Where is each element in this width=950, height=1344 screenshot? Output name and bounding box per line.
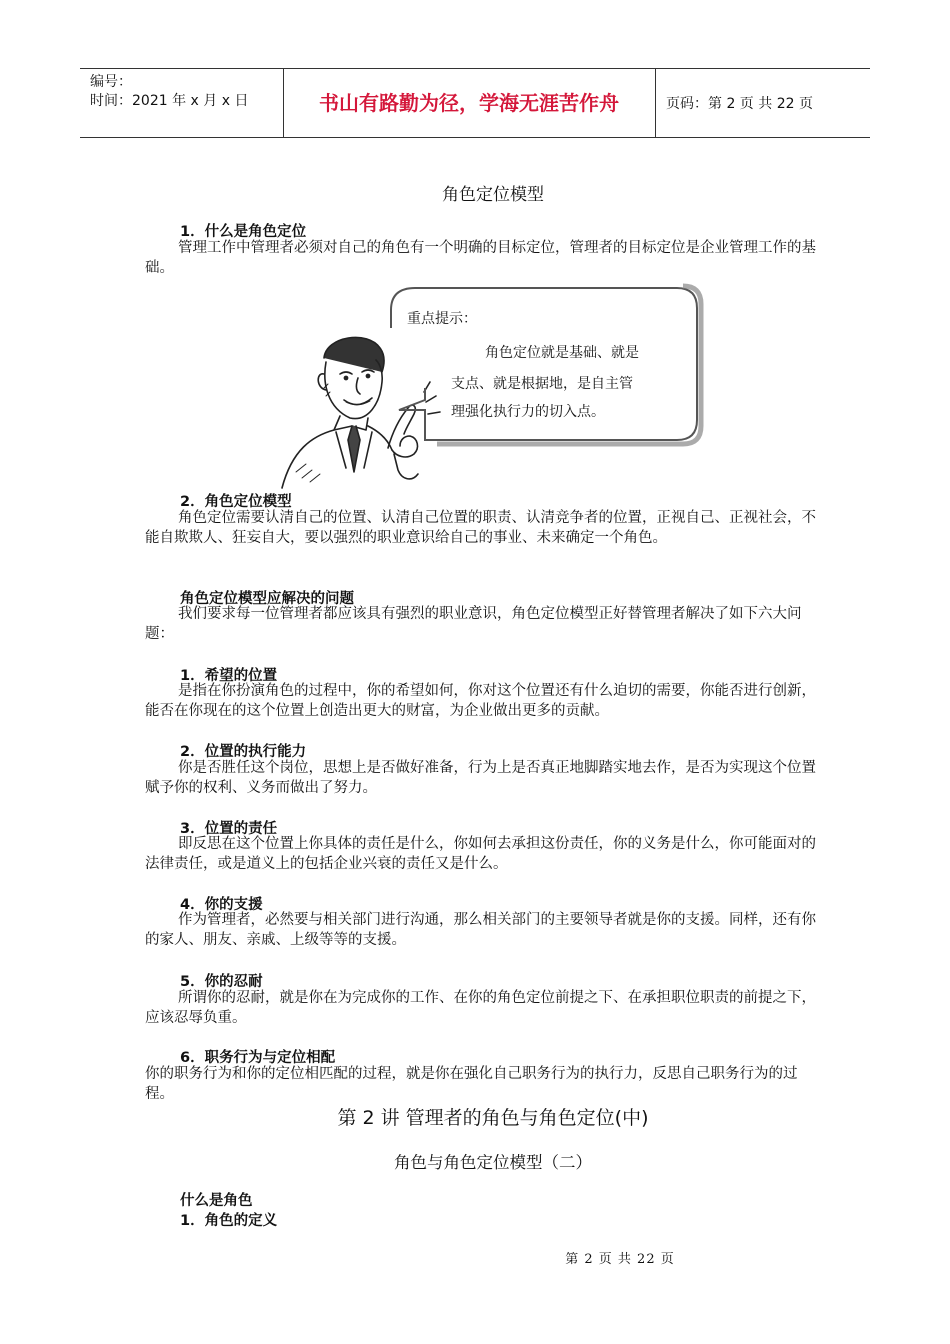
item-heading: 5．你的忍耐 [180,974,263,990]
problems-heading: 角色定位模型应解决的问题 [180,591,354,607]
header-meta [90,73,248,111]
item-paragraph: 是指在你扮演角色的过程中，你的希望如何，你对这个位置还有什么迫切的需要，你能否进行创新，能否在你现在的这个位置上创造出更大的财富，为企业做出更多的贡献。 [145,683,816,719]
key-tip-callout [385,280,707,450]
header-time-label: 时间：2021 年 x 月 x 日 [90,93,249,109]
problems-paragraph: 我们要求每一位管理者都应该具有强烈的职业意识，角色定位模型正好替管理者解决了如下六大问题： [145,606,802,642]
item-paragraph: 所谓你的忍耐，就是你在为完成你的工作、在你的角色定位前提之下、在承担职位职责的前提之下，应该忍辱负重。 [145,990,816,1026]
role-heading: 什么是角色 [180,1193,253,1209]
callout-line-1: 角色定位就是基础、就是 [485,345,639,361]
header-page-info: 页码：第 2 页 共 22 页 [666,96,813,112]
item-heading: 4．你的支援 [180,897,263,913]
item-heading: 6．职务行为与定位相配 [180,1050,336,1066]
item-heading: 1．希望的位置 [180,668,278,684]
header-motto: 书山有路勤为径，学海无涯苦作舟 [319,91,619,115]
q2-heading: 2．角色定位模型 [180,494,292,510]
lecture-subtitle: 角色与角色定位模型（二） [394,1153,592,1172]
item-paragraph: 作为管理者，必然要与相关部门进行沟通，那么相关部门的主要领导者就是你的支援。同样，还有你的家人、朋友、亲戚、上级等等的支援。 [145,912,816,948]
item-paragraph: 你是否胜任这个岗位，思想上是否做好准备，行为上是否真正地脚踏实地去作，是否为实现这个位置赋予你的权利、义务而做出了努力。 [145,760,816,796]
role-definition-heading: 1．角色的定义 [180,1213,278,1229]
callout-frame [385,280,707,450]
section-title: 角色定位模型 [442,185,544,205]
item-paragraph: 你的职务行为和你的定位相匹配的过程，就是你在强化自己职务行为的执行力，反思自己职务行为的过程。 [145,1066,798,1102]
callout-line-2: 支点、就是根据地，是自主管 [451,376,633,392]
q1-heading: 1．什么是角色定位 [180,224,307,240]
callout-label: 重点提示： [407,311,477,327]
item-heading: 2．位置的执行能力 [180,744,307,760]
item-paragraph: 即反思在这个位置上你具体的责任是什么，你如何去承担这份责任，你的义务是什么，你可能面对的法律责任，或是道义上的包括企业兴衰的责任又是什么。 [145,836,816,872]
item-heading: 3．位置的责任 [180,821,278,837]
page-header [80,68,870,138]
header-divider [655,69,656,137]
q1-paragraph: 管理工作中管理者必须对自己的角色有一个明确的目标定位，管理者的目标定位是企业管理工作的基础。 [145,240,816,276]
header-number-label: 编号： [90,74,132,90]
page-footer: 第 2 页 共 22 页 [565,1252,675,1267]
callout-line-3: 理强化执行力的切入点。 [451,404,605,420]
lecture-title: 第 2 讲 管理者的角色与角色定位(中) [337,1107,649,1129]
q2-paragraph: 角色定位需要认清自己的位置、认清自己位置的职责、认清竞争者的位置，正视自己、正视社会，不能自欺欺人、狂妄自大，要以强烈的职业意识给自己的事业、未来确定一个角色。 [145,510,816,546]
